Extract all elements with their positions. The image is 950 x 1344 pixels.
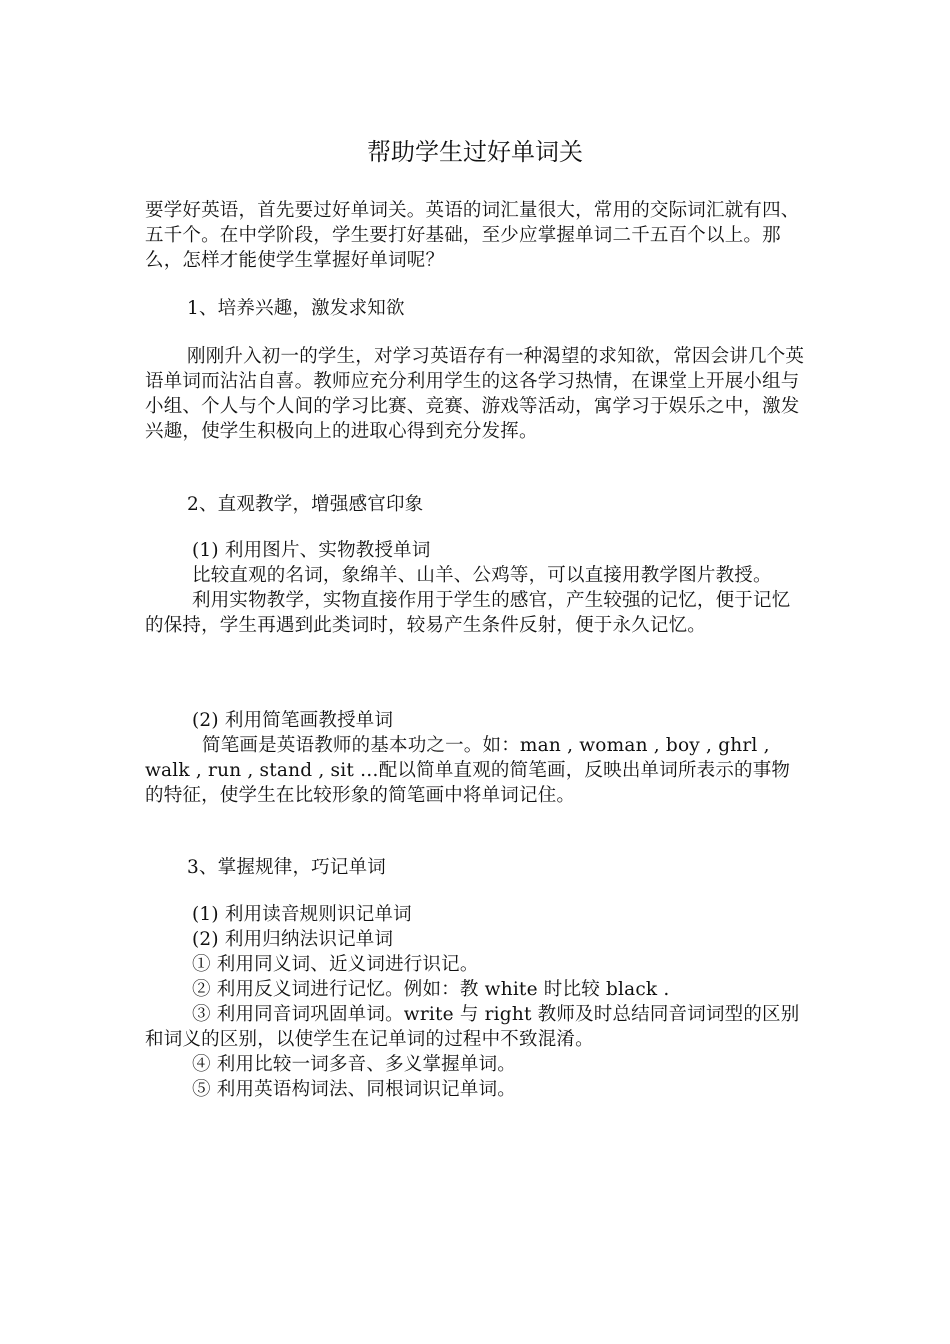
- section-1-text: 刚刚升入初一的学生，对学习英语存有一种渴望的求知欲，常因会讲几个英语单词而沾沾自喜。教师应充分利用学生的这各学习热情，在课堂上开展小组与小组、个人与个人间的学习比赛、竞赛、游戏等活动，寓学习于娱乐之中，激发兴趣，使学生积极向上的进取心得到充分发挥。: [145, 346, 805, 442]
- list-item: ④ 利用比较一词多音、多义掌握单词。: [192, 1054, 516, 1075]
- sub1-heading: (1) 利用图片、实物教授单词: [192, 540, 431, 561]
- intro-paragraph: [145, 198, 805, 273]
- section-3-list: [145, 902, 805, 1102]
- section-2-sub2: [145, 708, 805, 808]
- intro-text: 要学好英语，首先要过好单词关。英语的词汇量很大，常用的交际词汇就有四、五千个。在中学阶段，学生要打好基础，至少应掌握单词二千五百个以上。那么，怎样才能使学生掌握好单词呢？: [145, 200, 800, 271]
- list-item: ③ 利用同音词巩固单词。write 与 right 教师及时总结同音词词型的区别和词义的区别，以使学生在记单词的过程中不致混淆。: [145, 1004, 800, 1050]
- section-1-heading: [145, 296, 805, 321]
- list-item: (2) 利用归纳法识记单词: [192, 929, 394, 950]
- section-2-heading-text: 2、直观教学，增强感官印象: [187, 494, 424, 515]
- section-3-heading: [145, 855, 805, 880]
- section-2-heading: [145, 492, 805, 517]
- sub1-paragraph-2: 利用实物教学，实物直接作用于学生的感官，产生较强的记忆，便于记忆的保持，学生再遇到此类词时，较易产生条件反射，便于永久记忆。: [145, 590, 791, 636]
- sub2-paragraph: 简笔画是英语教师的基本功之一。如：man , woman , boy , ghrl , walk , run , stand , sit …配以简单直观的简笔画，反映出单词所表示的事物的特征，使学生在比较形象的简笔画中将单词记住。: [145, 735, 791, 806]
- sub2-heading: (2) 利用简笔画教授单词: [192, 710, 394, 731]
- section-1-heading-text: 1、培养兴趣，激发求知欲: [187, 298, 405, 319]
- section-3-heading-text: 3、掌握规律，巧记单词: [187, 857, 386, 878]
- document-title: 帮助学生过好单词关: [367, 138, 583, 166]
- list-item: ⑤ 利用英语构词法、同根词识记单词。: [192, 1079, 516, 1100]
- section-1-paragraph: [145, 344, 805, 444]
- list-item: (1) 利用读音规则识记单词: [192, 904, 412, 925]
- list-item: ② 利用反义词进行记忆。例如：教 white 时比较 black .: [192, 979, 670, 1000]
- section-2-sub1: [145, 538, 805, 638]
- list-item: ① 利用同义词、近义词进行识记。: [192, 954, 479, 975]
- sub1-paragraph-1: 比较直观的名词，象绵羊、山羊、公鸡等，可以直接用教学图片教授。: [192, 565, 772, 586]
